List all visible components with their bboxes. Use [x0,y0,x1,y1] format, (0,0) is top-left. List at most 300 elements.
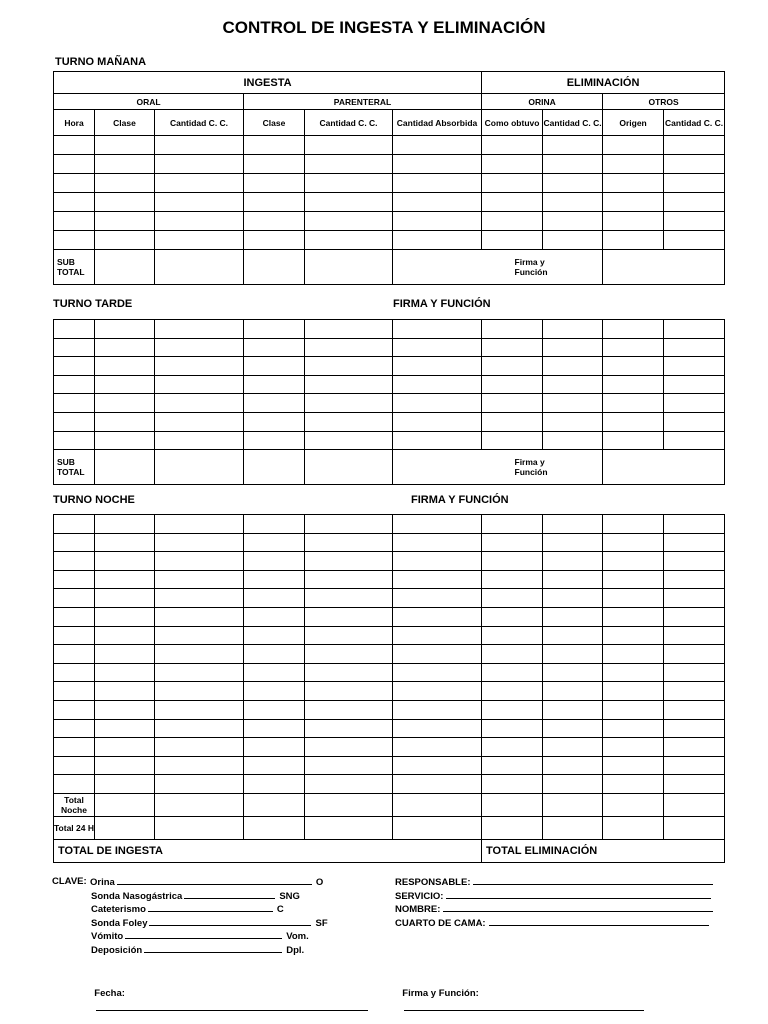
firma-field[interactable] [603,450,725,485]
table-cell[interactable] [305,338,393,357]
table-cell[interactable] [482,320,543,339]
table-cell[interactable] [155,552,244,571]
table-cell[interactable] [482,775,543,794]
table-cell[interactable] [95,589,155,608]
table-cell[interactable] [155,231,244,250]
table-cell[interactable] [244,155,305,174]
subtotal-cell[interactable] [95,450,155,485]
table-cell[interactable] [305,515,393,534]
table-cell[interactable] [95,682,155,701]
table-cell[interactable] [393,515,482,534]
table-cell[interactable] [54,552,95,571]
table-cell[interactable] [393,607,482,626]
table-cell[interactable] [393,589,482,608]
table-cell[interactable] [664,589,725,608]
table-cell[interactable] [155,394,244,413]
table-cell[interactable] [54,682,95,701]
table-cell[interactable] [482,552,543,571]
total-cell[interactable] [482,793,543,816]
table-cell[interactable] [54,338,95,357]
table-cell[interactable] [95,626,155,645]
table-cell[interactable] [244,412,305,431]
table-cell[interactable] [155,719,244,738]
table-cell[interactable] [543,645,603,664]
table-cell[interactable] [244,700,305,719]
table-cell[interactable] [393,756,482,775]
table-cell[interactable] [305,357,393,376]
table-cell[interactable] [664,320,725,339]
right-field[interactable] [395,916,709,931]
table-cell[interactable] [482,394,543,413]
total-cell[interactable] [543,793,603,816]
table-cell[interactable] [244,533,305,552]
table-cell[interactable] [482,626,543,645]
table-cell[interactable] [95,174,155,193]
table-cell[interactable] [393,375,482,394]
table-cell[interactable] [244,320,305,339]
firma-field[interactable] [603,250,725,285]
table-cell[interactable] [603,682,664,701]
table-cell[interactable] [155,515,244,534]
table-cell[interactable] [95,533,155,552]
table-cell[interactable] [482,589,543,608]
table-cell[interactable] [244,193,305,212]
table-cell[interactable] [393,357,482,376]
total-cell[interactable] [603,793,664,816]
table-cell[interactable] [155,533,244,552]
table-cell[interactable] [244,607,305,626]
right-field-line[interactable] [443,902,713,912]
table-cell[interactable] [664,738,725,757]
clave-item-line[interactable] [144,943,282,953]
table-cell[interactable] [393,412,482,431]
table-cell[interactable] [482,515,543,534]
table-cell[interactable] [95,338,155,357]
table-cell[interactable] [543,231,603,250]
table-cell[interactable] [305,663,393,682]
table-cell[interactable] [305,375,393,394]
clave-item-line[interactable] [149,916,311,926]
table-cell[interactable] [603,357,664,376]
table-cell[interactable] [664,607,725,626]
table-cell[interactable] [54,775,95,794]
table-cell[interactable] [244,645,305,664]
table-cell[interactable] [393,174,482,193]
table-cell[interactable] [482,357,543,376]
table-cell[interactable] [305,231,393,250]
table-cell[interactable] [543,320,603,339]
table-cell[interactable] [603,320,664,339]
table-cell[interactable] [664,719,725,738]
table-cell[interactable] [244,375,305,394]
table-cell[interactable] [155,738,244,757]
table-cell[interactable] [244,589,305,608]
table-cell[interactable] [393,338,482,357]
table-cell[interactable] [95,212,155,231]
table-cell[interactable] [482,231,543,250]
table-cell[interactable] [664,645,725,664]
table-cell[interactable] [543,738,603,757]
table-cell[interactable] [603,174,664,193]
table-cell[interactable] [482,174,543,193]
table-cell[interactable] [482,607,543,626]
table-cell[interactable] [54,626,95,645]
table-cell[interactable] [305,552,393,571]
table-cell[interactable] [155,412,244,431]
table-cell[interactable] [54,700,95,719]
table-cell[interactable] [393,533,482,552]
table-cell[interactable] [155,320,244,339]
table-cell[interactable] [543,338,603,357]
table-cell[interactable] [482,375,543,394]
table-cell[interactable] [95,645,155,664]
clave-item[interactable] [91,943,304,958]
table-cell[interactable] [95,431,155,450]
table-cell[interactable] [603,412,664,431]
table-cell[interactable] [393,431,482,450]
table-cell[interactable] [603,394,664,413]
table-cell[interactable] [95,412,155,431]
total-cell[interactable] [244,793,305,816]
table-cell[interactable] [155,431,244,450]
table-cell[interactable] [95,663,155,682]
table-cell[interactable] [54,607,95,626]
clave-item-line[interactable] [117,875,312,885]
table-cell[interactable] [54,212,95,231]
firma-cell[interactable] [393,250,603,285]
table-cell[interactable] [603,719,664,738]
fecha-line[interactable] [96,1001,368,1011]
table-cell[interactable] [543,552,603,571]
fecha-field[interactable] [89,973,368,1016]
table-cell[interactable] [664,663,725,682]
table-cell[interactable] [54,533,95,552]
table-cell[interactable] [54,756,95,775]
table-cell[interactable] [393,212,482,231]
table-cell[interactable] [244,231,305,250]
table-cell[interactable] [54,394,95,413]
table-cell[interactable] [244,682,305,701]
table-cell[interactable] [393,136,482,155]
table-cell[interactable] [393,663,482,682]
table-cell[interactable] [603,589,664,608]
table-cell[interactable] [155,626,244,645]
table-cell[interactable] [543,533,603,552]
table-cell[interactable] [543,357,603,376]
table-cell[interactable] [305,193,393,212]
table-cell[interactable] [482,412,543,431]
table-cell[interactable] [95,375,155,394]
table-cell[interactable] [664,515,725,534]
table-cell[interactable] [305,412,393,431]
table-cell[interactable] [54,570,95,589]
table-cell[interactable] [664,700,725,719]
table-cell[interactable] [482,155,543,174]
total-cell[interactable] [393,793,482,816]
table-cell[interactable] [305,700,393,719]
total-cell[interactable] [603,816,664,839]
table-cell[interactable] [244,570,305,589]
table-cell[interactable] [54,174,95,193]
table-cell[interactable] [155,663,244,682]
table-cell[interactable] [244,394,305,413]
subtotal-cell[interactable] [244,250,305,285]
table-cell[interactable] [95,719,155,738]
table-cell[interactable] [244,719,305,738]
table-cell[interactable] [664,756,725,775]
table-cell[interactable] [95,155,155,174]
table-cell[interactable] [155,589,244,608]
table-cell[interactable] [482,533,543,552]
table-cell[interactable] [244,338,305,357]
table-cell[interactable] [305,607,393,626]
table-cell[interactable] [54,375,95,394]
table-cell[interactable] [543,589,603,608]
table-cell[interactable] [543,682,603,701]
table-cell[interactable] [482,136,543,155]
table-cell[interactable] [95,231,155,250]
table-cell[interactable] [543,719,603,738]
table-cell[interactable] [155,155,244,174]
table-cell[interactable] [393,719,482,738]
total-cell[interactable] [305,793,393,816]
table-cell[interactable] [543,431,603,450]
table-cell[interactable] [603,552,664,571]
clave-item-line[interactable] [148,902,273,912]
table-cell[interactable] [603,607,664,626]
table-cell[interactable] [155,136,244,155]
table-cell[interactable] [543,174,603,193]
table-cell[interactable] [393,626,482,645]
firma-funcion-line[interactable] [404,1001,644,1011]
table-cell[interactable] [603,756,664,775]
table-cell[interactable] [244,626,305,645]
table-cell[interactable] [54,231,95,250]
table-cell[interactable] [664,212,725,231]
table-cell[interactable] [543,775,603,794]
table-cell[interactable] [244,775,305,794]
table-cell[interactable] [393,155,482,174]
table-cell[interactable] [155,338,244,357]
table-cell[interactable] [482,682,543,701]
table-cell[interactable] [54,589,95,608]
table-cell[interactable] [393,394,482,413]
table-cell[interactable] [543,212,603,231]
table-cell[interactable] [95,136,155,155]
table-cell[interactable] [482,645,543,664]
table-cell[interactable] [543,756,603,775]
total-cell[interactable] [155,793,244,816]
table-cell[interactable] [244,136,305,155]
table-cell[interactable] [244,174,305,193]
table-cell[interactable] [603,663,664,682]
table-cell[interactable] [54,155,95,174]
table-cell[interactable] [54,320,95,339]
table-cell[interactable] [155,212,244,231]
table-cell[interactable] [393,682,482,701]
table-cell[interactable] [603,515,664,534]
clave-item-line[interactable] [184,889,275,899]
table-cell[interactable] [603,338,664,357]
table-cell[interactable] [603,645,664,664]
table-cell[interactable] [664,533,725,552]
table-cell[interactable] [603,738,664,757]
table-cell[interactable] [664,682,725,701]
total-cell[interactable] [95,816,155,839]
table-cell[interactable] [155,570,244,589]
table-cell[interactable] [482,738,543,757]
table-cell[interactable] [664,394,725,413]
table-cell[interactable] [543,394,603,413]
table-cell[interactable] [393,231,482,250]
table-cell[interactable] [603,533,664,552]
table-cell[interactable] [664,626,725,645]
table-cell[interactable] [393,552,482,571]
table-cell[interactable] [664,375,725,394]
table-cell[interactable] [95,775,155,794]
total-cell[interactable] [95,793,155,816]
table-cell[interactable] [603,231,664,250]
table-cell[interactable] [244,756,305,775]
table-cell[interactable] [305,394,393,413]
right-field-line[interactable] [489,916,709,926]
table-cell[interactable] [664,193,725,212]
table-cell[interactable] [482,663,543,682]
table-cell[interactable] [244,738,305,757]
table-cell[interactable] [603,775,664,794]
table-cell[interactable] [393,738,482,757]
table-cell[interactable] [305,719,393,738]
table-cell[interactable] [305,431,393,450]
table-cell[interactable] [155,607,244,626]
table-cell[interactable] [244,552,305,571]
total-cell[interactable] [244,816,305,839]
table-cell[interactable] [305,626,393,645]
table-cell[interactable] [244,357,305,376]
table-cell[interactable] [543,193,603,212]
table-cell[interactable] [95,515,155,534]
table-cell[interactable] [664,775,725,794]
total-cell[interactable] [393,816,482,839]
table-cell[interactable] [482,570,543,589]
subtotal-cell[interactable] [155,250,244,285]
table-cell[interactable] [305,645,393,664]
table-cell[interactable] [543,155,603,174]
table-cell[interactable] [543,412,603,431]
table-cell[interactable] [95,570,155,589]
table-cell[interactable] [305,533,393,552]
table-cell[interactable] [543,626,603,645]
total-cell[interactable] [664,816,725,839]
table-cell[interactable] [393,570,482,589]
table-cell[interactable] [54,412,95,431]
table-cell[interactable] [305,155,393,174]
table-cell[interactable] [393,645,482,664]
table-cell[interactable] [664,231,725,250]
table-cell[interactable] [244,212,305,231]
clave-item-line[interactable] [125,929,282,939]
table-cell[interactable] [543,515,603,534]
subtotal-cell[interactable] [95,250,155,285]
table-cell[interactable] [305,738,393,757]
table-cell[interactable] [305,570,393,589]
table-cell[interactable] [305,136,393,155]
table-cell[interactable] [664,570,725,589]
table-cell[interactable] [95,738,155,757]
table-cell[interactable] [603,375,664,394]
table-cell[interactable] [664,136,725,155]
table-cell[interactable] [482,338,543,357]
table-cell[interactable] [95,394,155,413]
table-cell[interactable] [155,645,244,664]
table-cell[interactable] [664,412,725,431]
table-cell[interactable] [664,155,725,174]
table-cell[interactable] [482,431,543,450]
table-cell[interactable] [664,431,725,450]
table-cell[interactable] [155,174,244,193]
table-cell[interactable] [155,682,244,701]
table-cell[interactable] [155,375,244,394]
table-cell[interactable] [244,663,305,682]
table-cell[interactable] [155,357,244,376]
table-cell[interactable] [305,775,393,794]
subtotal-cell[interactable] [305,450,393,485]
table-cell[interactable] [543,570,603,589]
table-cell[interactable] [54,357,95,376]
table-cell[interactable] [54,719,95,738]
table-cell[interactable] [305,212,393,231]
table-cell[interactable] [54,193,95,212]
table-cell[interactable] [155,193,244,212]
table-cell[interactable] [603,626,664,645]
table-cell[interactable] [482,719,543,738]
right-field-line[interactable] [446,889,711,899]
table-cell[interactable] [244,431,305,450]
table-cell[interactable] [95,357,155,376]
table-cell[interactable] [305,756,393,775]
table-cell[interactable] [543,700,603,719]
table-cell[interactable] [155,700,244,719]
table-cell[interactable] [54,738,95,757]
table-cell[interactable] [393,320,482,339]
firma-cell[interactable] [393,450,603,485]
table-cell[interactable] [482,700,543,719]
table-cell[interactable] [155,756,244,775]
table-cell[interactable] [305,174,393,193]
table-cell[interactable] [54,431,95,450]
table-cell[interactable] [482,212,543,231]
table-cell[interactable] [155,775,244,794]
table-cell[interactable] [95,756,155,775]
table-cell[interactable] [95,320,155,339]
total-cell[interactable] [305,816,393,839]
table-cell[interactable] [482,756,543,775]
table-cell[interactable] [95,700,155,719]
table-cell[interactable] [95,607,155,626]
table-cell[interactable] [603,136,664,155]
table-cell[interactable] [244,515,305,534]
total-cell[interactable] [482,816,543,839]
table-cell[interactable] [54,663,95,682]
table-cell[interactable] [543,375,603,394]
table-cell[interactable] [664,552,725,571]
table-cell[interactable] [664,357,725,376]
table-cell[interactable] [482,193,543,212]
table-cell[interactable] [393,700,482,719]
table-cell[interactable] [95,552,155,571]
table-cell[interactable] [603,700,664,719]
table-cell[interactable] [664,338,725,357]
